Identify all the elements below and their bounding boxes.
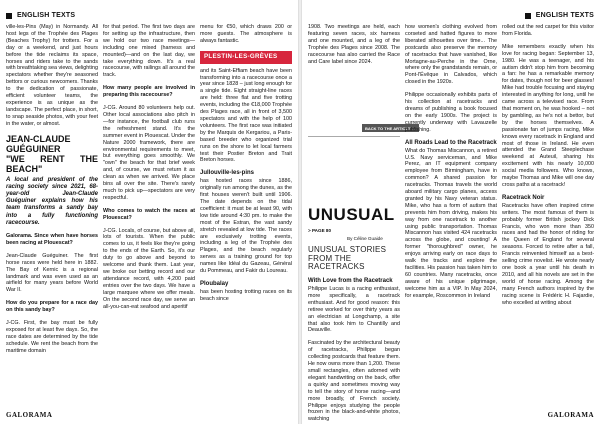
interview-lead: A local and president of the racing society since 2021, 68-year-old Jean-Claude Guéguiner explains how his team transforms a sandy bay into a fully functioning racecourse. [6, 176, 98, 226]
paragraph: has been hosting trotting races on its beach since [200, 289, 292, 302]
square-bullet-icon [6, 13, 12, 19]
paragraph: 1908. Two meetings are held, each featuring seven races, six harness and one mounted, and a leg of the Trophée des Plages since 2008. The racecourse has also carried the Race and Care label since 2024. [308, 24, 400, 65]
right-column-1-bottom [308, 276, 400, 423]
section-label: ENGLISH TEXTS [17, 12, 76, 19]
paragraph: for that period. The first two days are for setting up the infrastructure, then we hold our two race meetings—including one mixed (harness and mounted)—and on the last day, we take everything down. It's a real racecourse, with railings all around the track. [103, 24, 195, 79]
footer-brand: GALORAMA [547, 411, 594, 419]
question: Who comes to watch the races at Plouescat? [103, 207, 195, 221]
byline: By Céline Guaide [347, 236, 383, 241]
subheading: Jullouville-les-pins [200, 170, 255, 177]
page-label: > PAGE 80 [308, 228, 332, 233]
answer: Jean-Claude Guéguiner. The first horse races were held here in 1882. The Bay of Kernic is a regional landmark and was even used as an airfield for many years before World War II. [6, 252, 98, 294]
answer: J-CG. First, the bay must be fully exposed for at least five days. So, the race dates are determined by the tide schedule. We rent the beach from the maritime domain [6, 320, 98, 354]
paragraph: Racetracks have often inspired crime writers. The most famous of them is probably former British jockey Dick Francis, who won more than 350 races and had the honor of riding for the Queen of England for several seasons. Forced to retire after a fall, Francis reinvented himself as a best-selling crime novelist. He wrote nearly one book a year until his death in 2010, and all his novels are set in the world of horse racing. Among the many French authors inspired by the racing scene is Frédéric H. Fajardie, who excelled at writing about [502, 202, 594, 306]
interview-title: "WE RENT THE BEACH" [6, 153, 98, 174]
right-header [525, 10, 594, 21]
question: How many people are involved in preparing this racecourse? [103, 85, 195, 99]
answer: J-CG. Locals, of course, but above all, lots of tourists. When the public comes to us, it feels like they're going to the ends of the Earth. So, it's our duty to go above and beyond to welcome and thank them. Last year, we broke our betting record and our attendance record, with 4,200 paid entries over the two days. We have a large marquee where we offer meals. On the second race day, we serve an all-you-can-eat seafood and aperitif [103, 227, 195, 310]
paragraph: has hosted races since 1886, originally run among the dunes, as the first houses weren't built until 1906. The date depends on the tidal coefficient: it must be at least 90, with low tide around 4:30 pm. to make the most of the Estran, the vast sandy stretch revealed at low tide. The races are exclusively trotting events, including a leg of the Trophée des Plages, and the beach regularly serves as a training ground for top names like Idéal du Gazeau, Général du Pommeau, and Fakir du Loureau. [200, 178, 292, 275]
right-column-2 [405, 24, 497, 402]
left-page [0, 0, 298, 424]
paragraph: What do Thomas Miscannon, a retired U.S. Navy serviceman, and Mike Perez, an IT equipment company employee from Birmingham, have in common? A shared passion for racetracks. Thomas travels the world aboard military cargo planes, access granted by his Navy veteran status. Mike, who has a form of autism that prevents him from driving, makes his way from one racetrack to another using public transportation. Thomas Miscannon has visited 424 racetracks across the globe, and counting! A former "thoroughbred" owner, he enjoys arriving early on race days to walk the tracks and explore the facilities. His passion has taken him to 60 countries. Many racetracks, once aware of his unique pilgrimage, welcome him as a VIP. In May 2024, for example, Roscommon in Ireland [405, 147, 497, 299]
paragraph: menu for €50, which draws 200 or more guests. The atmosphere is always fantastic. [200, 24, 292, 44]
subheading: Racetrack Noir [502, 194, 545, 201]
paragraph: Fascinated by the architectural beauty of racetracks, Philippe began collecting postcards that feature them. He now owns more than 1,200. These small rectangles, often adorned with elegant handwriting on the back, offer a quirky and sometimes moving way to tell the story of horse racing—and more broadly, of French society. Philippe enjoys studying the people frozen in the black-and-white photos, watching [308, 340, 400, 423]
left-column-2 [103, 24, 195, 402]
divider [308, 136, 400, 137]
question: How do you prepare for a race day on this sandy bay? [6, 300, 98, 314]
paragraph: rolled out the red carpet for this visitor from Florida. [502, 24, 594, 37]
right-page [302, 0, 600, 424]
section-label: ENGLISH TEXTS [535, 12, 594, 19]
paragraph: Mike remembers exactly when his love for racing began: September 13, 1980. He was a teenager, and his autism didn't stop him from becoming a fan: he has a remarkable memory for dates, though not for beer glasses! Mike had trouble focusing and staying interested in anything for long, until he came across a televised race. From that moment on, he was hooked – not by gambling, as he's not a bettor, but by the horses themselves. A passionate fan of jumps racing, Mike knows every racetrack in England and most of those in Ireland. He even attended the Grand Steeplechase weekend at Auteuil, sharing his excitement with his nearly 10,000 social media followers. Who knows, maybe Thomas and Mike will one day cross paths at a racetrack! [502, 43, 594, 188]
left-header [6, 10, 75, 21]
footer-brand: GALORAMA [6, 411, 53, 419]
question: Galorama. Since when have horses been racing at Plouescat? [6, 233, 98, 246]
article-subtitle: UNUSUAL STORIES FROM THE RACETRACKS [308, 245, 387, 272]
right-column-3 [502, 24, 594, 402]
square-bullet-icon [525, 13, 531, 19]
sidebar-box-title: PLESTIN-LES-GRÈVES [200, 51, 292, 64]
subheading: All Roads Lead to the Racetrack [405, 139, 497, 146]
paragraph: Philippe Lucas is a racing enthusiast, more specifically, a racetrack enthusiast. And for good reason: this retiree worked for over thirty years as an electrician at Longchamp, a site that also took him to Chantilly and Deauville. [308, 286, 400, 334]
subheading: With Love from the Racetrack [308, 278, 393, 284]
interview-name: JEAN-CLAUDE GUÉGUINER [6, 133, 71, 154]
paragraph: and its Saint-Effiam beach have been transforming into a racecourse once a year since 1828 – just long enough for a single tide. Eight straight-line races are held: three flat and five trotting events, including the €18,000 Trophée des Plages race, all in front of 3,500 spectators and with the help of 100 volunteers. The first race was initiated by the Marquis de Kergariou, a Paris-based breeder who organized trial runs on the shore to let local farmers test their Postier Breton and Trait Breton horses. [200, 67, 292, 164]
article-title: UNUSUAL [308, 205, 395, 224]
left-column-1 [6, 24, 98, 402]
paragraph: how women's clothing evolved from corseted and hatted figures to more liberated silhouettes over time... The postcards also preserve the memory of racetracks that have vanished, like Mortagne-au-Perche in the Orne, where only the grandstands remain, or Pont-l'Évêque in Calvados, which closed in the 1920s. [405, 24, 497, 86]
left-column-3 [200, 24, 292, 402]
right-column-1-top [308, 24, 400, 124]
paragraph: Philippe occasionally exhibits parts of his collection at racetracks and dreams of publishing a book focused on the early 1900s. The project is currently underway with Lavauzelle publishing. [405, 92, 497, 133]
answer: J-CG. Around 80 volunteers help out. Other local associations also pitch in—for instance, the football club runs the refreshment stand. It's the summer event in Plouescat. Under the Nature 2000 framework, there are environmental requirements to meet, but everything goes smoothly. We "own" the beach for that brief week and, of course, we must return it as clean as when we arrived. We place bins all over the site. There's rarely much to pick up—spectators are very respectful. [103, 105, 195, 201]
paragraph: ville-les-Pins (May) in Normandy. All host legs of the Trophée des Plages (Beaches Trophy) for trotters. For a day or a weekend, and just hours before the tide reclaims its space, horses and riders take to the sands with breathtaking sea views, delighting spectators whether they're seasoned bettors or curious newcomers. Thanks to the dedication of passionate, efficient volunteer teams, the experience is as unique as the landscape. The perfect place, in short, to snap seaside photos, with your feet in the water, or almost. [6, 24, 98, 127]
back-to-article-link[interactable]: BACK TO THE ARTICLE → [362, 124, 419, 132]
subheading: Ploubalay [200, 281, 229, 287]
